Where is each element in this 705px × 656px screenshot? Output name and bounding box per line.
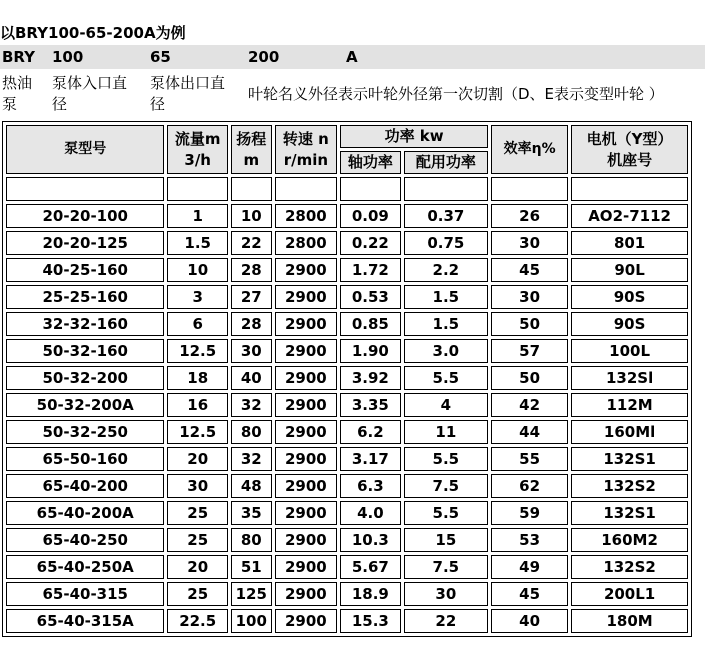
shaft-power-cell: 3.17 (340, 447, 400, 471)
motor-cell: 90S (571, 312, 688, 336)
header-efficiency: 效率η% (491, 125, 568, 174)
table-row (6, 420, 688, 444)
table-row (6, 528, 688, 552)
shaft-power-cell: 5.67 (340, 555, 400, 579)
speed-cell: 2900 (275, 258, 338, 282)
code-series: BRY (2, 48, 36, 66)
header-speed: 转速 nr/min (275, 125, 338, 174)
head-cell: 28 (231, 258, 272, 282)
model-cell: 50-32-160 (6, 339, 164, 363)
head-cell: 51 (231, 555, 272, 579)
desc-series: 热油泵 (2, 74, 33, 113)
speed-cell: 2900 (275, 555, 338, 579)
table-row (6, 501, 688, 525)
flow-cell: 6 (167, 312, 227, 336)
model-cell: 40-25-160 (6, 258, 164, 282)
table-row (6, 312, 688, 336)
head-cell: 100 (231, 609, 272, 633)
flow-cell: 12.5 (167, 339, 227, 363)
motor-cell: 801 (571, 231, 688, 255)
model-code-legend (0, 45, 705, 69)
shaft-power-cell: 0.85 (340, 312, 400, 336)
model-cell: 50-32-200A (6, 393, 164, 417)
blank-row (6, 177, 688, 201)
flow-cell: 25 (167, 528, 227, 552)
speed-cell: 2800 (275, 231, 338, 255)
matched-power-cell: 5.5 (404, 447, 488, 471)
speed-cell: 2900 (275, 420, 338, 444)
head-cell: 80 (231, 420, 272, 444)
efficiency-cell: 30 (491, 285, 568, 309)
model-cell: 20-20-125 (6, 231, 164, 255)
flow-cell: 12.5 (167, 420, 227, 444)
table-row (6, 447, 688, 471)
model-cell: 65-40-250 (6, 528, 164, 552)
model-cell: 65-40-250A (6, 555, 164, 579)
desc-outlet: 泵体出口直径 (150, 74, 226, 113)
model-cell: 65-40-315 (6, 582, 164, 606)
flow-cell: 16 (167, 393, 227, 417)
head-cell: 35 (231, 501, 272, 525)
motor-cell: 160M2 (571, 528, 688, 552)
motor-cell: 100L (571, 339, 688, 363)
efficiency-cell: 50 (491, 312, 568, 336)
efficiency-cell: 42 (491, 393, 568, 417)
header-power-group: 功率 kw (340, 125, 488, 148)
code-outlet: 65 (150, 48, 171, 66)
head-cell: 40 (231, 366, 272, 390)
shaft-power-cell: 4.0 (340, 501, 400, 525)
flow-cell: 25 (167, 501, 227, 525)
efficiency-cell: 59 (491, 501, 568, 525)
matched-power-cell: 0.75 (404, 231, 488, 255)
efficiency-cell: 49 (491, 555, 568, 579)
shaft-power-cell: 6.2 (340, 420, 400, 444)
efficiency-cell: 40 (491, 609, 568, 633)
shaft-power-cell: 6.3 (340, 474, 400, 498)
shaft-power-cell: 3.35 (340, 393, 400, 417)
matched-power-cell: 7.5 (404, 555, 488, 579)
flow-cell: 30 (167, 474, 227, 498)
speed-cell: 2900 (275, 366, 338, 390)
flow-cell: 10 (167, 258, 227, 282)
page-caption: 以BRY100-65-200A为例 (0, 24, 186, 42)
motor-cell: 132Sl (571, 366, 688, 390)
efficiency-cell: 30 (491, 231, 568, 255)
model-cell: 65-40-200 (6, 474, 164, 498)
shaft-power-cell: 1.72 (340, 258, 400, 282)
model-cell: 65-40-315A (6, 609, 164, 633)
header-shaft-power: 轴功率 (340, 151, 400, 174)
speed-cell: 2900 (275, 285, 338, 309)
shaft-power-cell: 0.53 (340, 285, 400, 309)
head-cell: 48 (231, 474, 272, 498)
shaft-power-cell: 0.22 (340, 231, 400, 255)
matched-power-cell: 0.37 (404, 204, 488, 228)
model-cell: 32-32-160 (6, 312, 164, 336)
speed-cell: 2900 (275, 312, 338, 336)
efficiency-cell: 45 (491, 258, 568, 282)
flow-cell: 18 (167, 366, 227, 390)
table-row (6, 339, 688, 363)
flow-cell: 22.5 (167, 609, 227, 633)
efficiency-cell: 55 (491, 447, 568, 471)
desc-inlet: 泵体入口直径 (52, 74, 128, 113)
shaft-power-cell: 0.09 (340, 204, 400, 228)
efficiency-cell: 53 (491, 528, 568, 552)
matched-power-cell: 1.5 (404, 285, 488, 309)
table-row (6, 231, 688, 255)
shaft-power-cell: 15.3 (340, 609, 400, 633)
table-row (6, 474, 688, 498)
head-cell: 80 (231, 528, 272, 552)
head-cell: 28 (231, 312, 272, 336)
speed-cell: 2900 (275, 582, 338, 606)
efficiency-cell: 50 (491, 366, 568, 390)
flow-cell: 1.5 (167, 231, 227, 255)
shaft-power-cell: 3.92 (340, 366, 400, 390)
motor-cell: 90L (571, 258, 688, 282)
motor-cell: 160Ml (571, 420, 688, 444)
code-cut: A (346, 48, 358, 66)
flow-cell: 20 (167, 555, 227, 579)
table-row (6, 609, 688, 633)
matched-power-cell: 5.5 (404, 501, 488, 525)
matched-power-cell: 5.5 (404, 366, 488, 390)
efficiency-cell: 62 (491, 474, 568, 498)
table-row (6, 285, 688, 309)
code-inlet: 100 (52, 48, 84, 66)
motor-cell: AO2-7112 (571, 204, 688, 228)
flow-cell: 1 (167, 204, 227, 228)
header-model: 泵型号 (6, 125, 164, 174)
efficiency-cell: 44 (491, 420, 568, 444)
motor-cell: 200L1 (571, 582, 688, 606)
speed-cell: 2900 (275, 447, 338, 471)
matched-power-cell: 3.0 (404, 339, 488, 363)
efficiency-cell: 45 (491, 582, 568, 606)
motor-cell: 132S1 (571, 447, 688, 471)
model-cell: 25-25-160 (6, 285, 164, 309)
head-cell: 10 (231, 204, 272, 228)
matched-power-cell: 11 (404, 420, 488, 444)
model-cell: 50-32-250 (6, 420, 164, 444)
flow-cell: 3 (167, 285, 227, 309)
head-cell: 30 (231, 339, 272, 363)
matched-power-cell: 22 (404, 609, 488, 633)
matched-power-cell: 1.5 (404, 312, 488, 336)
flow-cell: 25 (167, 582, 227, 606)
efficiency-cell: 26 (491, 204, 568, 228)
model-cell: 65-50-160 (6, 447, 164, 471)
motor-cell: 132S2 (571, 555, 688, 579)
head-cell: 32 (231, 447, 272, 471)
table-row (6, 582, 688, 606)
head-cell: 125 (231, 582, 272, 606)
matched-power-cell: 30 (404, 582, 488, 606)
table-row (6, 204, 688, 228)
matched-power-cell: 7.5 (404, 474, 488, 498)
matched-power-cell: 4 (404, 393, 488, 417)
head-cell: 32 (231, 393, 272, 417)
efficiency-cell: 57 (491, 339, 568, 363)
head-cell: 27 (231, 285, 272, 309)
speed-cell: 2900 (275, 339, 338, 363)
header-matched-power: 配用功率 (404, 151, 488, 174)
speed-cell: 2900 (275, 474, 338, 498)
speed-cell: 2900 (275, 393, 338, 417)
motor-cell: 112M (571, 393, 688, 417)
model-code-descriptions (0, 71, 705, 118)
speed-cell: 2900 (275, 609, 338, 633)
table-row (6, 366, 688, 390)
shaft-power-cell: 1.90 (340, 339, 400, 363)
table-row (6, 393, 688, 417)
motor-cell: 90S (571, 285, 688, 309)
code-impeller: 200 (248, 48, 280, 66)
speed-cell: 2900 (275, 501, 338, 525)
table-row (6, 258, 688, 282)
shaft-power-cell: 10.3 (340, 528, 400, 552)
desc-impeller-cut: 叶轮名义外径表示叶轮外径第一次切割（D、E表示变型叶轮 ） (248, 85, 664, 103)
motor-cell: 132S1 (571, 501, 688, 525)
model-cell: 20-20-100 (6, 204, 164, 228)
speed-cell: 2800 (275, 204, 338, 228)
flow-cell: 20 (167, 447, 227, 471)
table-row (6, 555, 688, 579)
motor-cell: 180M (571, 609, 688, 633)
head-cell: 22 (231, 231, 272, 255)
header-flow: 流量m3/h (167, 125, 227, 174)
matched-power-cell: 2.2 (404, 258, 488, 282)
speed-cell: 2900 (275, 528, 338, 552)
model-cell: 65-40-200A (6, 501, 164, 525)
model-cell: 50-32-200 (6, 366, 164, 390)
header-head: 扬程m (231, 125, 272, 174)
shaft-power-cell: 18.9 (340, 582, 400, 606)
motor-cell: 132S2 (571, 474, 688, 498)
matched-power-cell: 15 (404, 528, 488, 552)
header-motor: 电机（Y型）机座号 (571, 125, 688, 174)
pump-spec-table (2, 121, 692, 637)
